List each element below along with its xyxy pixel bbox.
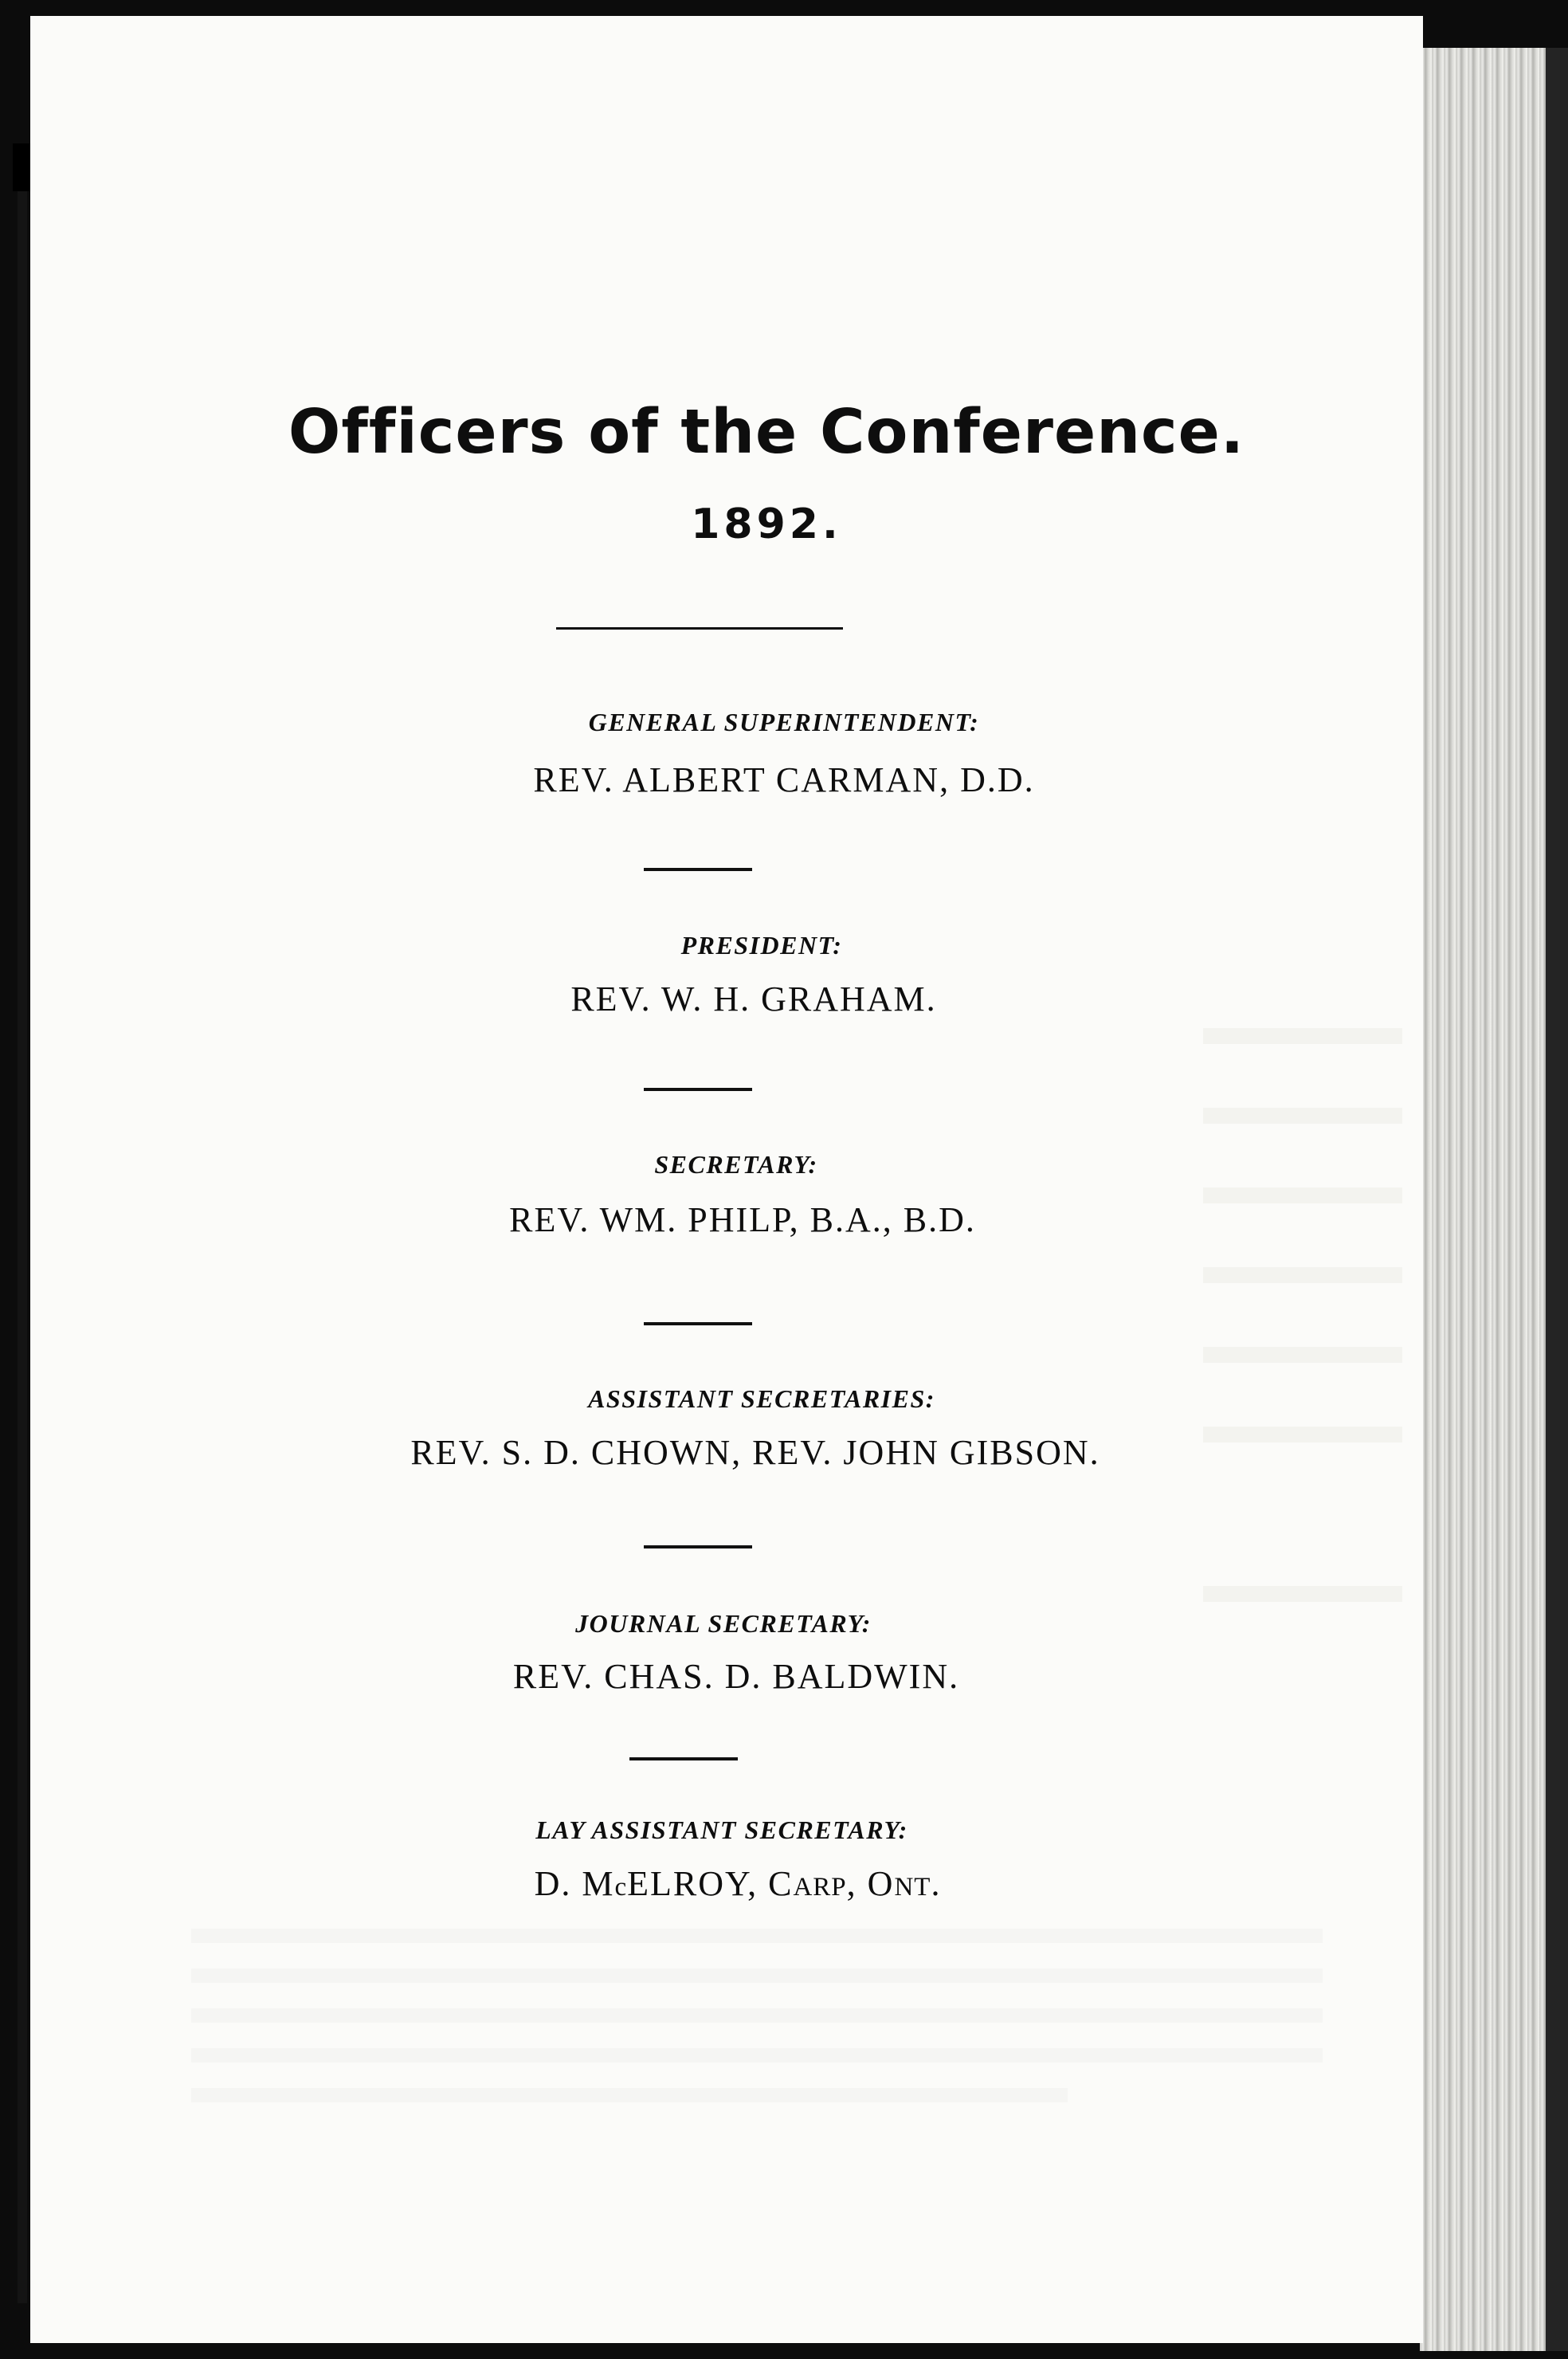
officer-name-lay-assistant-secretary xyxy=(0,1863,1522,1904)
page-year: 1892. xyxy=(691,500,842,548)
section-divider xyxy=(629,1757,738,1760)
name-part: NT xyxy=(894,1873,931,1902)
name-part: ARP xyxy=(793,1873,847,1902)
officer-label-journal-secretary: JOURNAL SECRETARY: xyxy=(575,1609,872,1638)
officer-label-assistant-secretaries: ASSISTANT SECRETARIES: xyxy=(588,1384,935,1413)
officer-label-secretary: SECRETARY: xyxy=(654,1150,818,1179)
name-part: ELROY, C xyxy=(627,1864,794,1903)
binding-tab xyxy=(13,143,30,191)
officer-name-secretary: REV. WM. PHILP, B.A., B.D. xyxy=(509,1200,976,1239)
name-part: , O xyxy=(846,1864,895,1903)
officer-label-president: PRESIDENT: xyxy=(680,931,843,960)
section-divider xyxy=(644,1322,752,1325)
officer-label-general-superintendent: GENERAL SUPERINTENDENT: xyxy=(588,708,980,736)
officer-name-general-superintendent: REV. ALBERT CARMAN, D.D. xyxy=(533,760,1035,799)
officer-label-lay-assistant-secretary: LAY ASSISTANT SECRETARY: xyxy=(535,1815,908,1844)
name-part: D. M xyxy=(534,1864,615,1903)
officer-name-journal-secretary: REV. CHAS. D. BALDWIN. xyxy=(512,1657,960,1696)
officer-name-assistant-secretaries: REV. S. D. CHOWN, REV. JOHN GIBSON. xyxy=(410,1433,1100,1472)
page-title: Officers of the Conference. xyxy=(288,397,1245,468)
section-divider xyxy=(644,1088,752,1091)
section-divider xyxy=(644,1545,752,1548)
officer-name-president: REV. W. H. GRAHAM. xyxy=(570,979,937,1019)
title-divider xyxy=(556,627,843,630)
book-page xyxy=(30,16,1423,2343)
name-part: c xyxy=(614,1873,628,1902)
name-part: . xyxy=(931,1864,942,1903)
section-divider xyxy=(644,868,752,871)
book-edge-shadow xyxy=(1546,48,1568,2351)
